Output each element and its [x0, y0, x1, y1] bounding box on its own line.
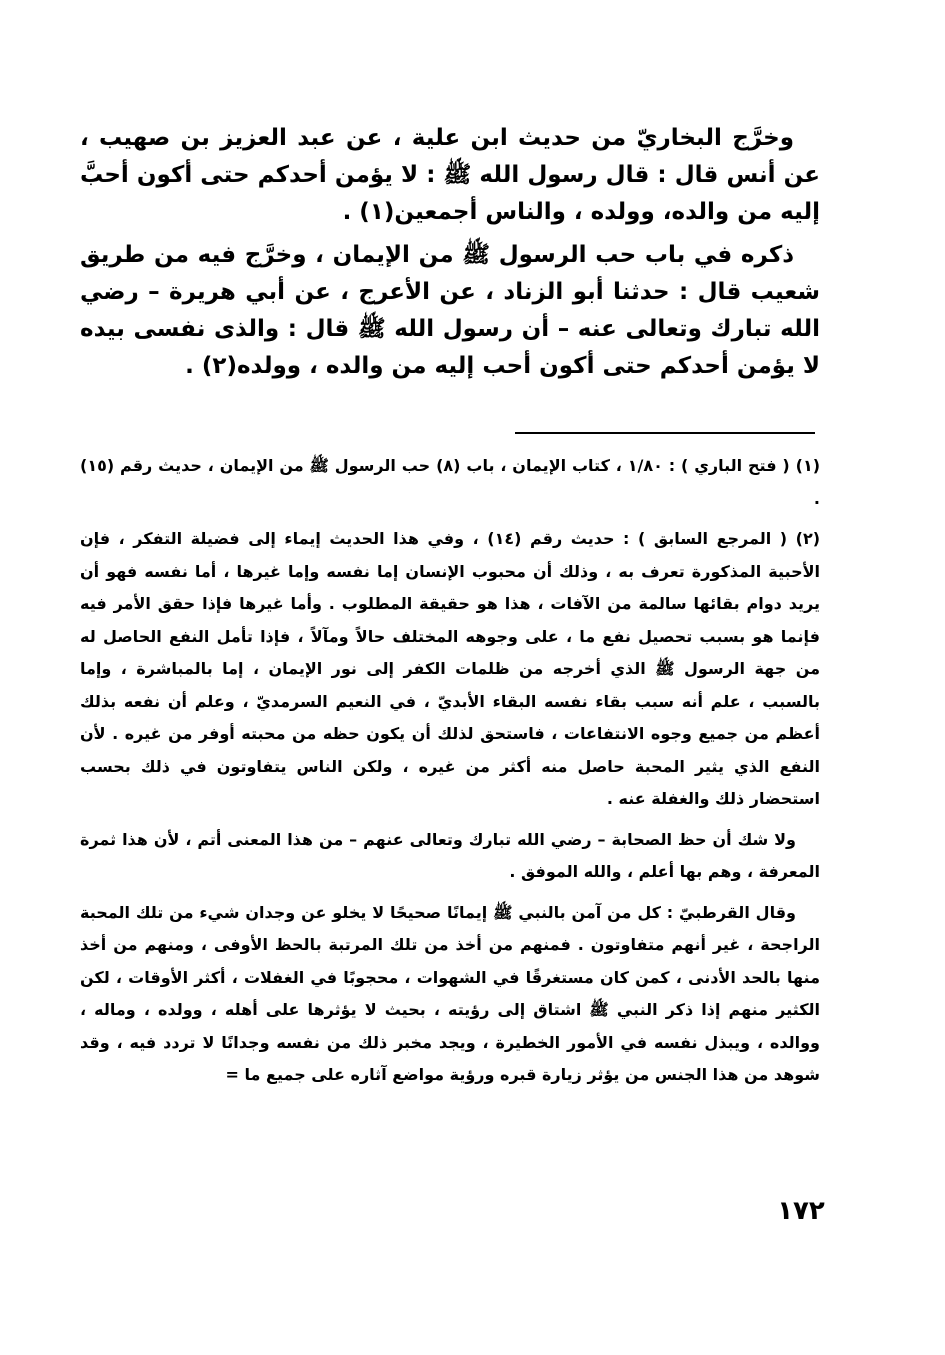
- footnote-text: ( المرجع السابق ) : حديث رقم (١٤) ، وفي هذا الحديث إيماء إلى فضيلة التفكر ، فإن الأحبية المذكورة تعرف به ، وذلك أن محبوب الإنسان إما نفسه وإما غيرها ، أما نفسه فهو أن يريد دوام بقائها سالمة من الآفات ، هذا هو حقيقة المطلوب . وأما غيرها فإذا حقق الأمر فيه فإنما هو بسبب تحصيل نفع ما ، على وجوهه المختلف حالاً ومآلاً ، فإذا تأمل النفع الحاصل له من جهة الرسول ﷺ الذي أخرجه من ظلمات الكفر إلى نور الإيمان ، إما بالمباشرة ، وإما بالسبب ، علم أنه سبب بقاء نفسه البقاء الأبديّ ، في النعيم السرمديّ ، وعلم أن نفعه بذلك أعظم من جميع وجوه الانتفاعات ، فاستحق لذلك أن يكون حظه من محبته أوفر من غيره . لأن النفع الذي يثير المحبة حاصل منه أكثر من غيره ، ولكن الناس يتفاوتون في ذلك بحسب استحضار ذلك والغفلة عنه .: [80, 529, 820, 808]
- footnote-separator: [515, 432, 815, 434]
- footnote-marker: (١): [795, 456, 821, 475]
- footnote-marker: (٢): [795, 529, 821, 548]
- footnotes: [80, 450, 820, 1092]
- footnote-text: ( فتح الباري ) : ١/٨٠ ، كتاب الإيمان ، باب (٨) حب الرسول ﷺ من الإيمان ، حديث رقم (١٥) .: [80, 456, 820, 508]
- footnote-2-continuation: وقال القرطبيّ : كل من آمن بالنبي ﷺ إيمانًا صحيحًا لا يخلو عن وجدان شيء من تلك المحبة الراجحة ، غير أنهم متفاوتون . فمنهم من أخذ من تلك المرتبة بالحظ الأوفى ، ومنهم من أخذ منها بالحد الأدنى ، كمن كان مستغرقًا في الشهوات ، محجوبًا في الغفلات ، أكثر الأوقات ، لكن الكثير منهم إذا ذكر النبي ﷺ اشتاق إلى رؤيته ، بحيث لا يؤثرها على أهله ، وولده ، وماله ، ووالده ، ويبذل نفسه في الأمور الخطيرة ، ويجد مخبر ذلك من نفسه وجدانًا لا تردد فيه ، وقد شوهد من هذا الجنس من يؤثر زيارة قبره ورؤية مواضع آثاره على جميع ما =: [80, 902, 820, 1084]
- footnote-2-continuation: ولا شك أن حظ الصحابة – رضي الله تبارك وتعالى عنهم – من هذا المعنى أتم ، لأن هذا ثمرة المعرفة ، وهم بها أعلم ، والله الموفق .: [80, 829, 820, 881]
- main-paragraph: وخرَّج البخاريّ من حديث ابن علية ، عن عبد العزيز بن صهيب ، عن أنس قال : قال رسول الله ﷺ : لا يؤمن أحدكم حتى أكون أحبَّ إليه من والده، وولده ، والناس أجمعين(١) .: [80, 125, 820, 225]
- main-paragraph: ذكره في باب حب الرسول ﷺ من الإيمان ، وخرَّج فيه من طريق شعيب قال : حدثنا أبو الزناد ، عن الأعرج ، عن أبي هريرة – رضي الله تبارك وتعالى عنه – أن رسول الله ﷺ قال : والذى نفسى بيده لا يؤمن أحدكم حتى أكون أحب إليه من والده ، وولده(٢) .: [80, 242, 820, 379]
- page-number: ١٧٢: [777, 1196, 825, 1226]
- main-text: [80, 120, 820, 391]
- footnote-1: [80, 450, 820, 515]
- footnote-2: [80, 523, 820, 816]
